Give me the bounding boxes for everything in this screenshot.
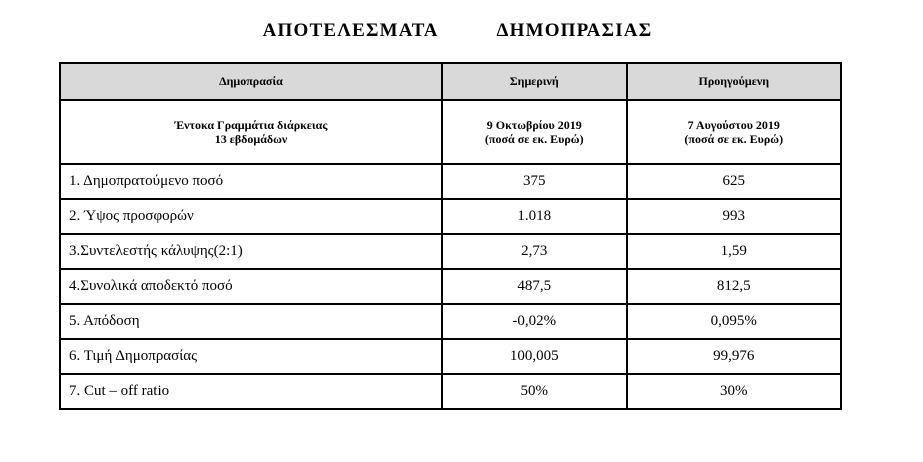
row-current-value: 100,005 bbox=[443, 340, 628, 375]
page-title: ΑΠΟΤΕΛΕΣΜΑΤΑ ΔΗΜΟΠΡΑΣΙΑΣ bbox=[262, 20, 653, 41]
row-current-value: 1.018 bbox=[443, 200, 628, 235]
row-current-value: 375 bbox=[443, 165, 628, 200]
row-label: 7. Cut – off ratio bbox=[61, 375, 443, 410]
row-previous-value: 993 bbox=[628, 200, 843, 235]
subheader-instrument: Έντοκα Γραμμάτια διάρκειας 13 εβδομάδων bbox=[61, 101, 443, 165]
row-label: 5. Απόδοση bbox=[61, 305, 443, 340]
header-auction: Δημοπρασία bbox=[61, 64, 443, 101]
table-row bbox=[61, 305, 842, 340]
row-label: 4.Συνολικά αποδεκτό ποσό bbox=[61, 270, 443, 305]
row-current-value: -0,02% bbox=[443, 305, 628, 340]
table-row bbox=[61, 375, 842, 410]
row-current-value: 50% bbox=[443, 375, 628, 410]
row-previous-value: 625 bbox=[628, 165, 843, 200]
table-row bbox=[61, 165, 842, 200]
subheader-current-date: 9 Οκτωβρίου 2019 (ποσά σε εκ. Ευρώ) bbox=[443, 101, 628, 165]
row-label: 6. Τιμή Δημοπρασίας bbox=[61, 340, 443, 375]
table-row bbox=[61, 340, 842, 375]
table-header-row bbox=[61, 64, 842, 101]
header-previous: Προηγούμενη bbox=[628, 64, 843, 101]
row-current-value: 2,73 bbox=[443, 235, 628, 270]
table-row bbox=[61, 235, 842, 270]
row-label: 2. Ύψος προσφορών bbox=[61, 200, 443, 235]
row-current-value: 487,5 bbox=[443, 270, 628, 305]
row-previous-value: 99,976 bbox=[628, 340, 843, 375]
row-previous-value: 1,59 bbox=[628, 235, 843, 270]
subheader-previous-date: 7 Αυγούστου 2019 (ποσά σε εκ. Ευρώ) bbox=[628, 101, 843, 165]
row-previous-value: 30% bbox=[628, 375, 843, 410]
row-label: 1. Δημοπρατούμενο ποσό bbox=[61, 165, 443, 200]
table-row bbox=[61, 270, 842, 305]
row-previous-value: 812,5 bbox=[628, 270, 843, 305]
table-subheader-row bbox=[61, 101, 842, 165]
table-row bbox=[61, 200, 842, 235]
row-previous-value: 0,095% bbox=[628, 305, 843, 340]
header-current: Σημερινή bbox=[443, 64, 628, 101]
row-label: 3.Συντελεστής κάλυψης(2:1) bbox=[61, 235, 443, 270]
auction-results-table bbox=[59, 62, 842, 410]
